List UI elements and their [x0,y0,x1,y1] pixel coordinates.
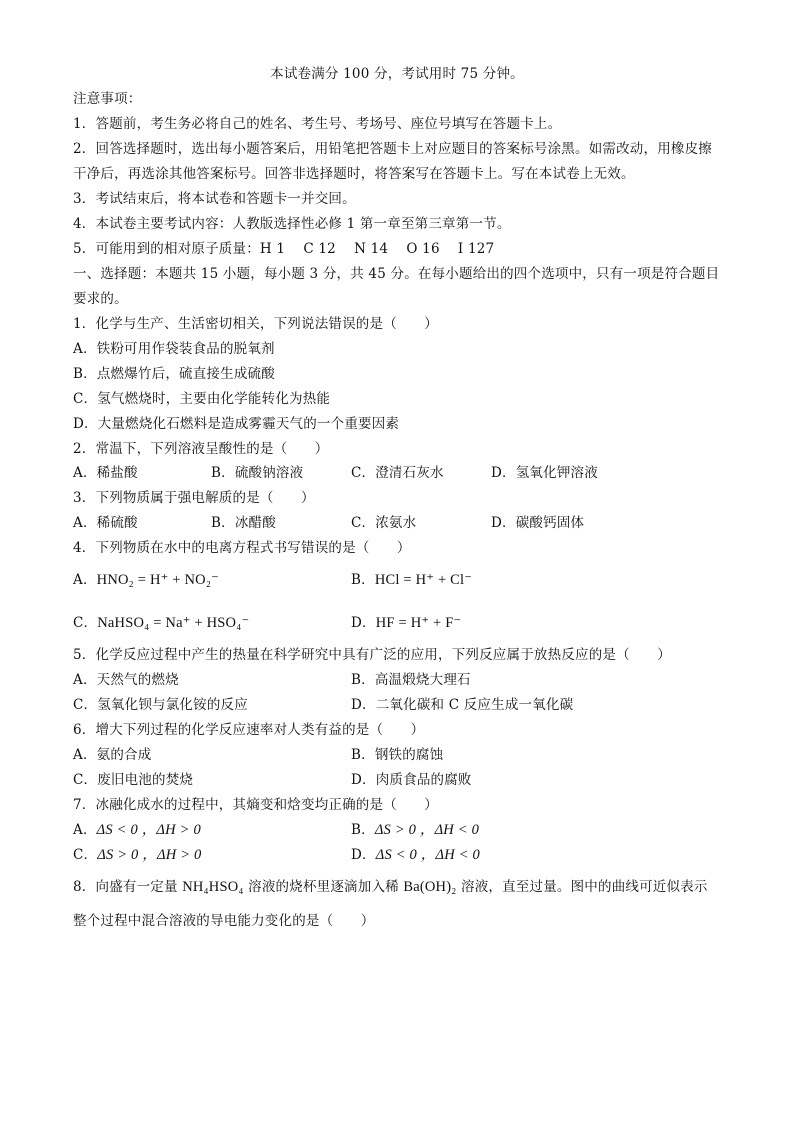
q7-option-c [73,845,201,865]
q7-stem: 7．冰融化成水的过程中，其熵变和焓变均正确的是（ ） [73,797,438,813]
notice-item-2a: 2．回答选择题时，选出每小题答案后，用铅笔把答题卡上对应题目的答案标号涂黑。如需改动，用橡皮擦 [73,141,712,157]
q3-options [73,513,733,533]
q7-option-a-label: A． [73,822,97,838]
q7-option-b-label: B． [351,822,375,838]
q5-options-row1 [73,670,733,690]
notice-item-4: 4．本试卷主要考试内容：人教版选择性必修 1 第一章至第三章第一节。 [73,216,511,232]
notice-item-2b: 干净后，再选涂其他答案标号。回答非选择题时，将答案写在答题卡上。写在本试卷上无效。 [73,166,635,182]
q3-option-a: A．稀硫酸 [73,515,138,531]
q5-option-d: D．二氧化碳和 C 反应生成一氧化碳 [351,697,574,713]
q4-option-d-label: D． [351,615,376,631]
q7-option-d [351,845,480,865]
q6-option-c: C．废旧电池的焚烧 [73,772,194,788]
q1-stem: 1．化学与生产、生活密切相关，下列说法错误的是（ ） [73,316,438,332]
q6-options-row1 [73,745,733,765]
q2-stem: 2．常温下，下列溶液呈酸性的是（ ） [73,441,329,457]
q7-option-a [73,820,201,840]
q7-option-d-label: D． [351,847,376,863]
q1-option-c: C．氢气燃烧时，主要由化学能转化为热能 [73,391,331,407]
q5-stem: 5．化学反应过程中产生的热量在科学研究中具有广泛的应用，下列反应属于放热反应的是（ ） [73,647,671,663]
q5-option-b: B．高温煅烧大理石 [351,672,471,688]
q4-option-c-label: C． [73,615,98,631]
q8-text-e: 溶液，直至过量。图中的曲线可近似表示 [456,879,708,895]
q2-option-d: D．氢氧化钾溶液 [491,465,598,481]
notice-item-1: 1．答题前，考生务必将自己的姓名、考生号、考场号、座位号填写在答题卡上。 [73,116,562,132]
q1-option-b: B．点燃爆竹后，硫直接生成硫酸 [73,366,275,382]
q7-option-b [351,820,479,840]
q7-options-row2 [73,845,733,865]
q4-option-b-equation: HCl = H⁺ + Cl⁻ [374,572,473,588]
q6-option-a: A．氨的合成 [73,747,152,763]
q6-stem: 6．增大下列过程的化学反应速率对人类有益的是（ ） [73,722,425,738]
q1-option-a: A．铁粉可用作袋装食品的脱氧剂 [73,341,275,357]
q4-stem: 4．下列物质在水中的电离方程式书写错误的是（ ） [73,540,411,556]
q4-option-a [73,570,219,590]
q4-options-row2 [73,613,733,633]
q7-option-a-expression: ΔS < 0 ，ΔH > 0 [96,822,201,838]
q8-text-c: 溶液的烧杯里逐滴加入稀 [243,879,404,895]
q6-option-b: B．钢铁的腐蚀 [351,747,444,763]
q7-options-row1 [73,820,733,840]
section-heading-line2: 要求的。 [73,291,128,307]
q8-stem-line1 [73,877,708,897]
q4-options-row1 [73,570,733,590]
q4-option-c [73,613,249,633]
q7-option-b-expression: ΔS > 0 ，ΔH < 0 [374,822,480,838]
q5-option-a: A．天然气的燃烧 [73,672,179,688]
q6-options-row2 [73,770,733,790]
q6-option-d: D．肉质食品的腐败 [351,772,472,788]
q4-option-a-equation: HNO₂ = H⁺ + NO₂⁻ [96,572,219,588]
q7-option-c-expression: ΔS > 0 ，ΔH > 0 [97,847,202,863]
q8-formula-baoh2: Ba(OH)₂ [403,879,457,895]
q7-option-d-expression: ΔS < 0 ，ΔH < 0 [375,847,480,863]
q8-stem-line2: 整个过程中混合溶液的导电能力变化的是（ ） [73,913,375,929]
notice-item-5: 5．可能用到的相对原子质量：H 1 C 12 N 14 O 16 I 127 [73,241,495,257]
q1-option-d: D．大量燃烧化石燃料是造成雾霾天气的一个重要因素 [73,416,400,432]
q4-option-b [351,570,472,590]
q3-option-b: B．冰醋酸 [211,515,276,531]
q4-option-c-equation: NaHSO₄ = Na⁺ + HSO₄⁻ [97,615,250,631]
q4-option-b-label: B． [351,572,375,588]
q7-option-c-label: C． [73,847,98,863]
q2-option-c: C．澄清石灰水 [351,465,444,481]
q4-option-a-label: A． [73,572,97,588]
q5-option-c: C．氢氧化钡与氯化铵的反应 [73,697,248,713]
q2-options [73,463,733,483]
q5-options-row2 [73,695,733,715]
q4-option-d-equation: HF = H⁺ + F⁻ [375,615,462,631]
notice-title: 注意事项： [73,91,142,107]
section-heading-line1: 一、选择题：本题共 15 小题，每小题 3 分，共 45 分。在每小题给出的四个选项中，只有一项是符合题目 [73,266,720,282]
notice-item-3: 3．考试结束后，将本试卷和答题卡一并交回。 [73,191,356,207]
exam-header: 本试卷满分 100 分，考试用时 75 分钟。 [270,66,524,82]
q3-option-c: C．浓氨水 [351,515,417,531]
q3-stem: 3．下列物质属于强电解质的是（ ） [73,490,315,506]
q2-option-a: A．稀盐酸 [73,465,138,481]
q3-option-d: D．碳酸钙固体 [491,515,585,531]
q4-option-d [351,613,461,633]
q2-option-b: B．硫酸钠溶液 [211,465,304,481]
q8-formula-nh4hso4: NH₄HSO₄ [182,879,244,895]
q8-text-a: 8．向盛有一定量 [73,879,183,895]
